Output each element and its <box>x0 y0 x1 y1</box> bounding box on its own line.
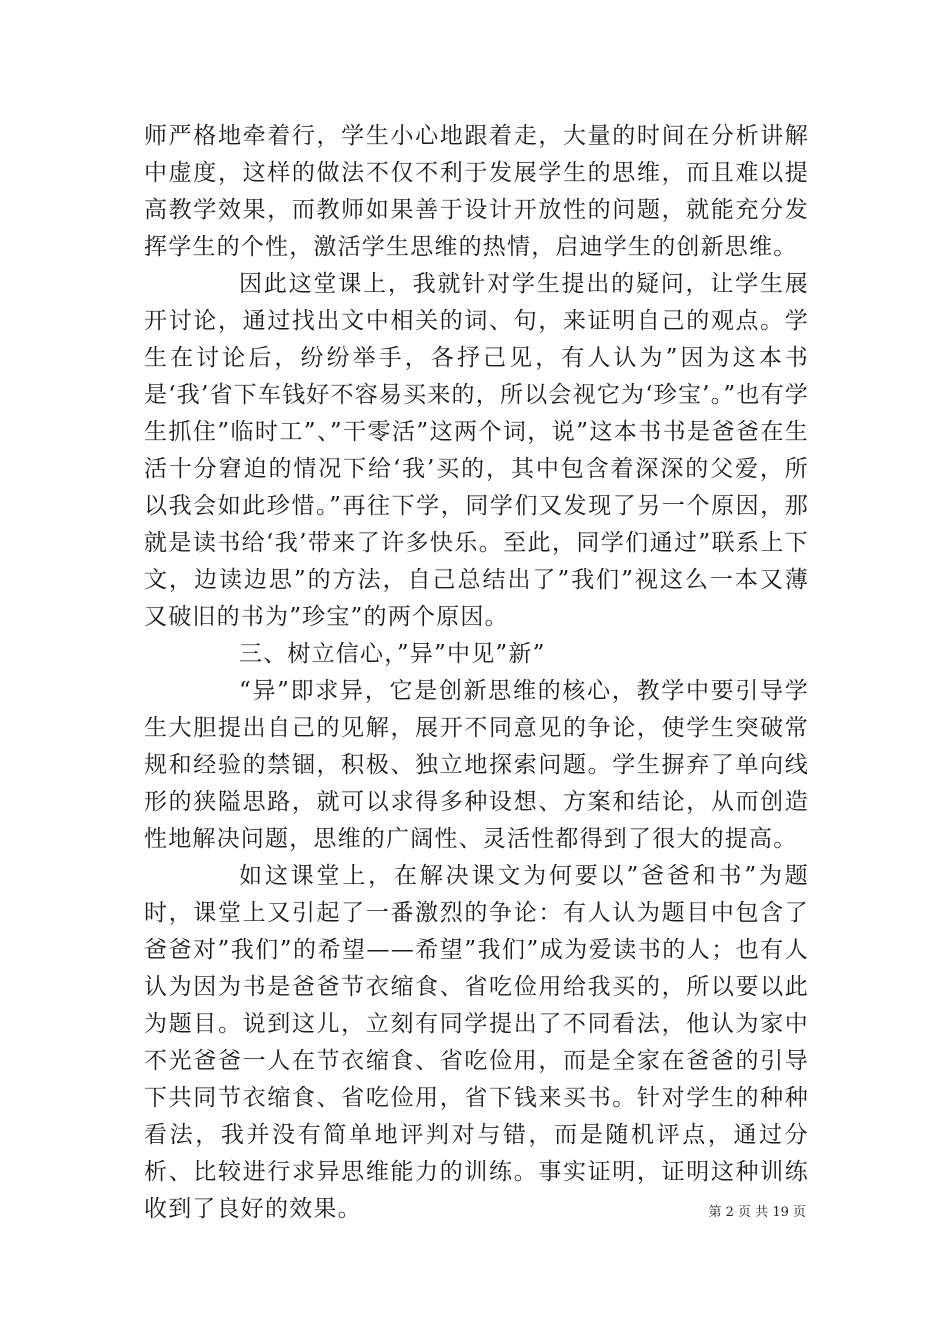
page-number: 第 2 页 共 19 页 <box>708 1205 806 1220</box>
document-body <box>144 118 809 1228</box>
paragraph-classroom-example: 如这课堂上，在解决课文为何要以”爸爸和书”为题时，课堂上又引起了一番激烈的争论：有人认为题目中包含了爸爸对”我们”的希望——希望”我们”成为爱读书的人；也有人认为因为书是爸爸节衣缩食、省吃俭用给我买的，所以要以此为题目。说到这儿，立刻有同学提出了不同看法，他认为家中不光爸爸一人在节衣缩食、省吃俭用，而是全家在爸爸的引导下共同节衣缩食、省吃俭用，省下钱来买书。针对学生的种种看法，我并没有简单地评判对与错，而是随机评点，通过分析、比较进行求异思维能力的训练。事实证明，证明这种训练收到了良好的效果。 <box>144 863 809 1222</box>
paragraph-discussion: 因此这堂课上，我就针对学生提出的疑问，让学生展开讨论，通过找出文中相关的词、句，来证明自己的观点。学生在讨论后，纷纷举手，各抒己见，有人认为”因为这本书是‘我’省下车钱好不容易买来的，所以会视它为‘珍宝’。”也有学生抓住”临时工”、”干零活”这两个词，说”这本书书是爸爸在生活十分窘迫的情况下给‘我’买的，其中包含着深深的父爱，所以我会如此珍惜。”再往下学，同学们又发现了另一个原因，那就是读书给‘我’带来了许多快乐。至此，同学们通过”联系上下文，边读边思”的方法，自己总结出了”我们”视这么一本又薄又破旧的书为”珍宝”的两个原因。 <box>144 271 809 630</box>
section-heading: 三、树立信心，”异”中见”新” <box>239 641 546 667</box>
paragraph-divergent-thinking: “异”即求异，它是创新思维的核心，教学中要引导学生大胆提出自己的见解，展开不同意见的争论，使学生突破常规和经验的禁锢，积极、独立地探索问题。学生摒弃了单向线形的狭隘思路，就可以求得多种设想、方案和结论，从而创造性地解决问题，思维的广阔性、灵活性都得到了很大的提高。 <box>144 678 809 852</box>
paragraph-continuation: 师严格地牵着行，学生小心地跟着走，大量的时间在分析讲解中虚度，这样的做法不仅不利于发展学生的思维，而且难以提高教学效果，而教师如果善于设计开放性的问题，就能充分发挥学生的个性，激活学生思维的热情，启迪学生的创新思维。 <box>144 123 809 260</box>
